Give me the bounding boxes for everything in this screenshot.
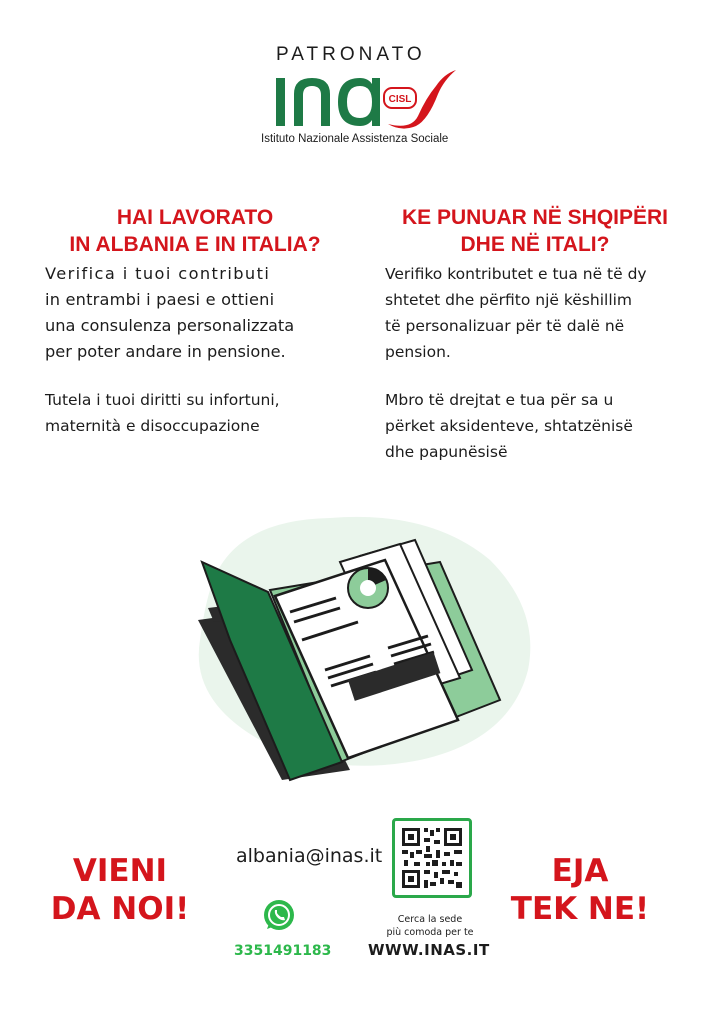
left-cta-line1: VIENI bbox=[72, 853, 168, 889]
phone-number[interactable]: 3351491183 bbox=[234, 943, 332, 959]
italian-para2-line: Tutela i tuoi diritti su infortuni, bbox=[45, 391, 280, 409]
sede-caption bbox=[376, 913, 484, 939]
logo-subtitle: Istituto Nazionale Assistenza Sociale bbox=[261, 133, 449, 145]
albanian-para1-line: shtetet dhe përfito një këshillim bbox=[385, 291, 633, 309]
italian-para1-line: in entrambi i paesi e ottieni bbox=[45, 290, 275, 309]
qr-code-pattern bbox=[395, 821, 469, 895]
albanian-para1-line: pension. bbox=[385, 343, 451, 361]
cisl-badge: CISL bbox=[388, 94, 412, 105]
vieni-da-noi bbox=[50, 852, 190, 928]
italian-column bbox=[45, 204, 345, 439]
email-link[interactable]: albania@inas.it bbox=[236, 845, 383, 867]
albanian-para1-line: Verifiko kontributet e tua në të dy bbox=[385, 265, 647, 283]
right-cta-line2: TEK NE! bbox=[510, 891, 650, 927]
albanian-heading-line1: KE PUNUAR NË SHQIPËRI bbox=[401, 206, 669, 229]
qr-code[interactable] bbox=[392, 818, 472, 898]
sede-line2: più comoda per te bbox=[386, 927, 474, 938]
right-cta-line1: EJA bbox=[551, 853, 609, 889]
italian-heading-line2: IN ALBANIA E IN ITALIA? bbox=[69, 233, 321, 256]
italian-para1-line: Verifica i tuoi contributi bbox=[45, 264, 271, 283]
website-link[interactable]: WWW.INAS.IT bbox=[368, 941, 490, 959]
logo-top-text: PATRONATO bbox=[276, 44, 426, 65]
italian-para1-line: una consulenza personalizzata bbox=[45, 316, 295, 335]
italian-para2-line: maternità e disoccupazione bbox=[45, 417, 260, 435]
italian-heading-line1: HAI LAVORATO bbox=[116, 206, 274, 229]
inas-wordmark bbox=[276, 64, 456, 132]
albanian-para2-line: përket aksidenteve, shtatzënisë bbox=[385, 417, 633, 435]
albanian-para2-line: dhe papunësisë bbox=[385, 443, 508, 461]
albanian-para1-line: të personalizuar për të dalë në bbox=[385, 317, 625, 335]
eja-tek-ne bbox=[505, 852, 655, 928]
italian-para1-line: per poter andare in pensione. bbox=[45, 342, 286, 361]
albanian-column bbox=[385, 204, 685, 465]
albanian-heading-line2: DHE NË ITALI? bbox=[460, 233, 610, 256]
albanian-para2-line: Mbro të drejtat e tua për sa u bbox=[385, 391, 614, 409]
documents-folder-illustration bbox=[190, 500, 540, 790]
inas-logo bbox=[238, 44, 488, 154]
whatsapp-icon[interactable] bbox=[261, 898, 297, 934]
left-cta-line2: DA NOI! bbox=[50, 891, 190, 927]
sede-line1: Cerca la sede bbox=[397, 914, 463, 925]
